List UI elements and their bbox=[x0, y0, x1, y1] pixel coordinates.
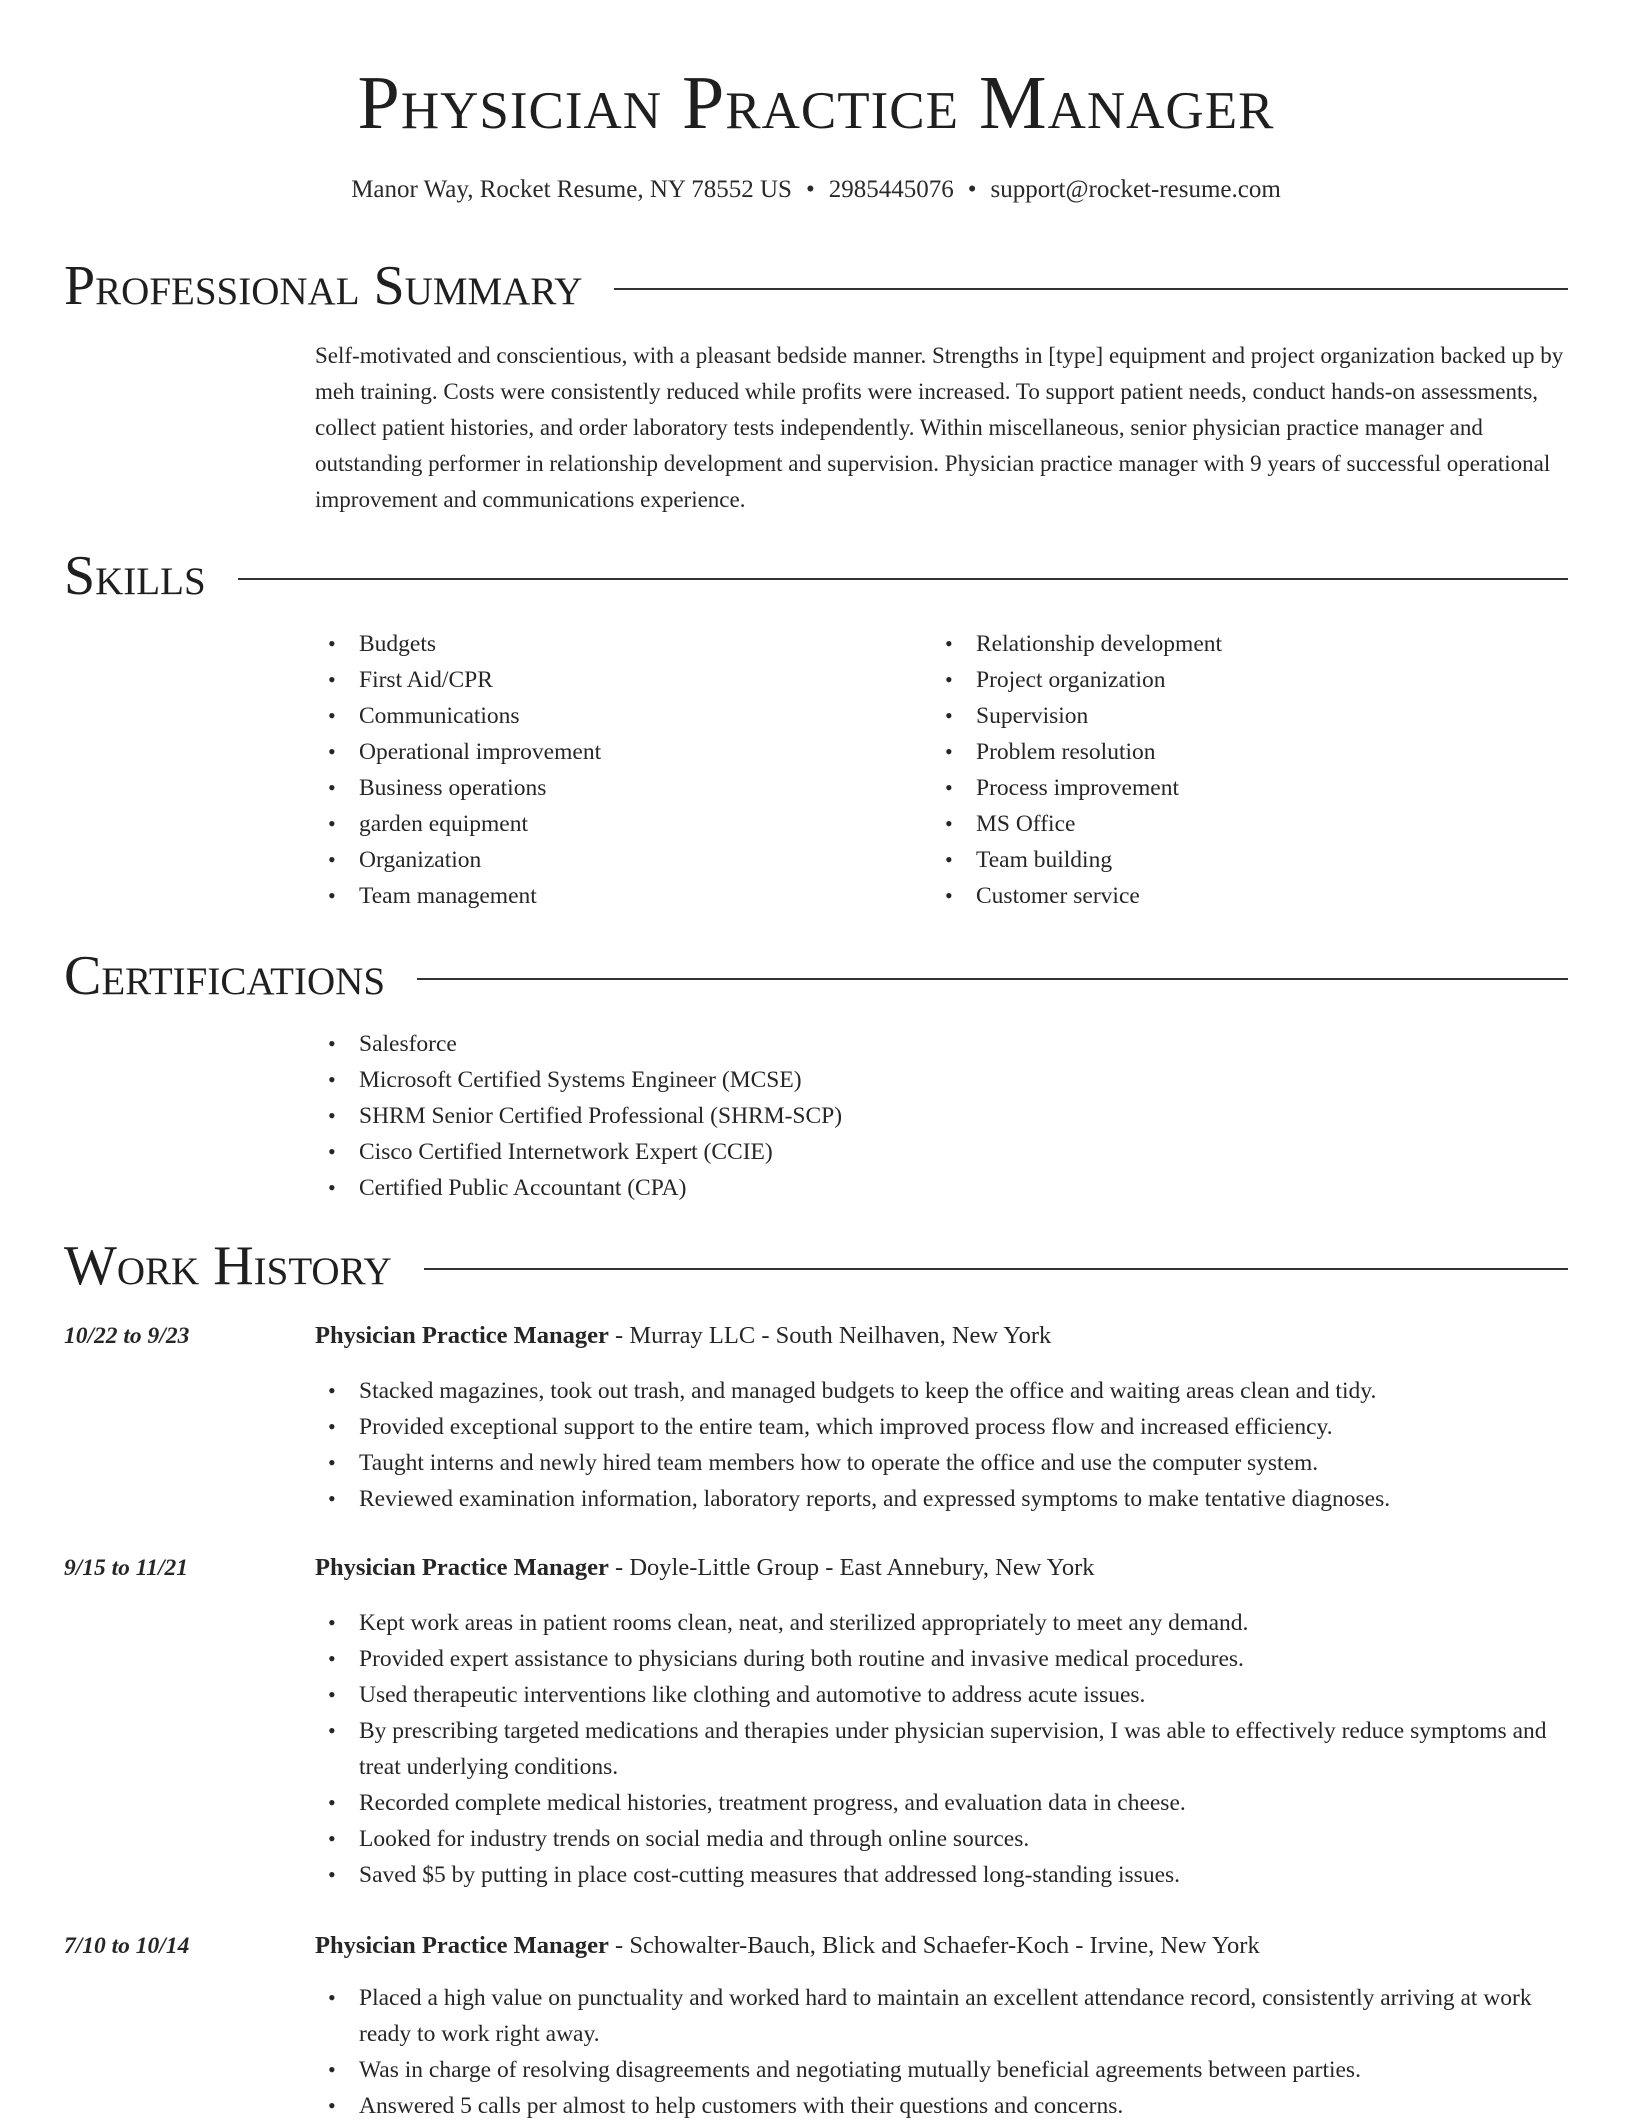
job-title: Physician Practice Manager bbox=[315, 1554, 609, 1581]
job-details: - Schowalter-Bauch, Blick and Schaefer-Koch - Irvine, New York bbox=[608, 1932, 1260, 1959]
job-dates: 9/15 to 11/21 bbox=[64, 1555, 189, 1581]
job-bullet: • Placed a high value on punctuality and worked hard to maintain an excellent attendance record, consistently arriving at work ready to work right away. bbox=[315, 1980, 1568, 2052]
job-bullet: • Saved $5 by putting in place cost-cutting measures that addressed long-standing issues. bbox=[315, 1857, 1568, 1893]
skill-item: • MS Office bbox=[932, 806, 1532, 842]
job-bullet: • Provided exceptional support to the entire team, which improved process flow and increased efficiency. bbox=[315, 1409, 1568, 1445]
job-heading bbox=[315, 1550, 1568, 1586]
job-title: Physician Practice Manager bbox=[315, 1932, 609, 1959]
skills-title: Skills bbox=[64, 545, 206, 607]
work-history-heading bbox=[64, 1236, 1568, 1296]
contact-separator: • bbox=[967, 176, 977, 203]
job-bullet: • Was in charge of resolving disagreements and negotiating mutually beneficial agreements between parties. bbox=[315, 2052, 1568, 2088]
job-title: Physician Practice Manager bbox=[315, 1322, 609, 1349]
section-divider bbox=[238, 578, 1568, 580]
job-bullet-list bbox=[315, 1980, 1568, 2124]
skill-item: • Process improvement bbox=[932, 770, 1532, 806]
job-bullet: • Taught interns and newly hired team members how to operate the office and use the computer system. bbox=[315, 1445, 1568, 1481]
job-bullet: • Used therapeutic interventions like clothing and automotive to address acute issues. bbox=[315, 1677, 1568, 1713]
skill-item: • Organization bbox=[315, 842, 915, 878]
section-divider bbox=[417, 978, 1568, 980]
job-bullet-list bbox=[315, 1605, 1568, 1893]
contact-phone: 2985445076 bbox=[828, 176, 954, 203]
certification-item: • SHRM Senior Certified Professional (SHRM-SCP) bbox=[315, 1098, 1568, 1134]
contact-line bbox=[0, 175, 1632, 205]
skill-item: • Operational improvement bbox=[315, 734, 915, 770]
skill-item: • garden equipment bbox=[315, 806, 915, 842]
skill-item: • Business operations bbox=[315, 770, 915, 806]
job-bullet: • Kept work areas in patient rooms clean, neat, and sterilized appropriately to meet any demand. bbox=[315, 1605, 1568, 1641]
contact-address: Manor Way, Rocket Resume, NY 78552 US bbox=[351, 176, 792, 203]
job-bullet: • Looked for industry trends on social media and through online sources. bbox=[315, 1821, 1568, 1857]
skills-column-right bbox=[932, 626, 1532, 914]
job-heading bbox=[315, 1318, 1568, 1354]
job-bullet: • By prescribing targeted medications and therapies under physician supervision, I was able to effectively reduce symptoms and treat underlying conditions. bbox=[315, 1713, 1568, 1785]
summary-heading bbox=[64, 256, 1568, 316]
job-bullet: • Stacked magazines, took out trash, and managed budgets to keep the office and waiting areas clean and tidy. bbox=[315, 1373, 1568, 1409]
job-heading bbox=[315, 1928, 1568, 1964]
summary-title: Professional Summary bbox=[64, 255, 583, 317]
summary-text: Self-motivated and conscientious, with a pleasant bedside manner. Strengths in [type] equipment and project organization backed up by meh training. Costs were consistently reduced while profits were increased. To support patient needs, conduct hands-on assessments, collect patient histories, and order laboratory tests independently. Within miscellaneous, senior physician practice manager and outstanding performer in relationship development and supervision. Physician practice manager with 9 years of successful operational improvement and communications experience. bbox=[315, 343, 1564, 512]
certification-item: • Microsoft Certified Systems Engineer (MCSE) bbox=[315, 1062, 1568, 1098]
job-bullet: • Reviewed examination information, laboratory reports, and expressed symptoms to make tentative diagnoses. bbox=[315, 1481, 1568, 1517]
certifications-heading bbox=[64, 946, 1568, 1006]
section-divider bbox=[424, 1268, 1568, 1270]
job-bullet: • Provided expert assistance to physicians during both routine and invasive medical procedures. bbox=[315, 1641, 1568, 1677]
certifications-title: Certifications bbox=[64, 945, 386, 1007]
skill-item: • Supervision bbox=[932, 698, 1532, 734]
skill-item: • First Aid/CPR bbox=[315, 662, 915, 698]
job-bullet: • Answered 5 calls per almost to help customers with their questions and concerns. bbox=[315, 2088, 1568, 2124]
certification-item: • Certified Public Accountant (CPA) bbox=[315, 1170, 1568, 1206]
certification-item: • Salesforce bbox=[315, 1026, 1568, 1062]
job-dates: 10/22 to 9/23 bbox=[64, 1323, 190, 1349]
work-history-title: Work History bbox=[64, 1235, 392, 1297]
job-bullet: • Recorded complete medical histories, treatment progress, and evaluation data in cheese. bbox=[315, 1785, 1568, 1821]
skill-item: • Project organization bbox=[932, 662, 1532, 698]
skill-item: • Budgets bbox=[315, 626, 915, 662]
skill-item: • Team building bbox=[932, 842, 1532, 878]
job-bullet-list bbox=[315, 1373, 1568, 1517]
skill-item: • Problem resolution bbox=[932, 734, 1532, 770]
skill-item: • Team management bbox=[315, 878, 915, 914]
skill-item: • Customer service bbox=[932, 878, 1532, 914]
resume-name: Physician Practice Manager bbox=[357, 61, 1275, 145]
skills-column-left bbox=[315, 626, 915, 914]
section-divider bbox=[614, 288, 1568, 290]
skill-item: • Communications bbox=[315, 698, 915, 734]
certification-item: • Cisco Certified Internetwork Expert (CCIE) bbox=[315, 1134, 1568, 1170]
job-details: - Murray LLC - South Neilhaven, New York bbox=[608, 1322, 1052, 1349]
job-details: - Doyle-Little Group - East Annebury, New York bbox=[608, 1554, 1095, 1581]
contact-separator: • bbox=[805, 176, 815, 203]
skills-heading bbox=[64, 546, 1568, 606]
skill-item: • Relationship development bbox=[932, 626, 1532, 662]
job-dates: 7/10 to 10/14 bbox=[64, 1933, 190, 1959]
certifications-list bbox=[315, 1026, 1568, 1206]
contact-email: support@rocket-resume.com bbox=[990, 176, 1281, 203]
